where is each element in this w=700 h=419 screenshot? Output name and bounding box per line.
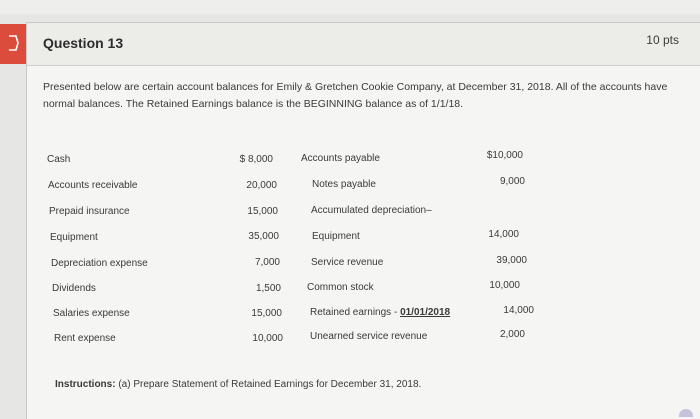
right-account-name: Equipment [312, 231, 360, 242]
left-account-value: 15,000 [247, 206, 278, 217]
right-account-value: 2,000 [499, 329, 525, 340]
left-account-value: 20,000 [246, 180, 277, 191]
right-account-value: 14,000 [503, 305, 534, 316]
left-account-name: Equipment [50, 232, 98, 243]
left-account-value: $ 8,000 [239, 154, 273, 165]
right-account-value: 14,000 [488, 229, 519, 240]
left-account-name: Prepaid insurance [49, 206, 130, 217]
left-account-value: 10,000 [252, 333, 283, 344]
left-account-name: Depreciation expense [51, 258, 148, 269]
question-points: 10 pts [646, 33, 679, 47]
left-account-name: Cash [47, 154, 71, 165]
left-account-name: Rent expense [54, 333, 116, 344]
question-header [27, 23, 700, 66]
left-account-name: Salaries expense [53, 308, 130, 319]
question-intro: Presented below are certain account balances for Emily & Gretchen Cookie Company, at December 31, 2018. All of the accounts have normal balances. The Retained Earnings balance is the BEGINNING balance as of 1/1/18. [43, 81, 668, 110]
instructions [55, 379, 421, 390]
flag-icon[interactable] [7, 34, 19, 52]
right-account-name: Retained earnings - [310, 307, 401, 318]
instructions-label: Instructions: [55, 379, 116, 390]
right-account-name: Common stock [307, 282, 374, 293]
retained-earnings-label [310, 307, 450, 318]
left-account-name: Accounts receivable [48, 180, 138, 191]
right-account-name: Accounts payable [301, 153, 380, 164]
right-account-name: Notes payable [312, 179, 376, 190]
instructions-text: (a) Prepare Statement of Retained Earnings for December 31, 2018. [115, 379, 422, 390]
right-account-value: 9,000 [499, 176, 525, 187]
question-card [26, 22, 700, 419]
left-account-value: 1,500 [255, 283, 281, 294]
right-account-value: 10,000 [489, 280, 520, 291]
question-flag-tab[interactable] [0, 24, 26, 64]
retained-earnings-date: 01/01/2018 [400, 307, 451, 318]
right-account-name: Unearned service revenue [310, 331, 428, 342]
accessibility-icon[interactable] [679, 409, 693, 417]
right-account-value: $10,000 [486, 150, 523, 161]
left-account-value: 15,000 [251, 308, 282, 319]
top-strip [0, 0, 700, 14]
left-account-value: 7,000 [254, 257, 280, 268]
left-account-value: 35,000 [248, 231, 279, 242]
right-account-name: Accumulated depreciation– [311, 205, 432, 216]
right-account-name: Service revenue [311, 257, 384, 268]
left-account-name: Dividends [52, 283, 96, 294]
question-title: Question 13 [43, 35, 124, 51]
right-account-value: 39,000 [496, 255, 527, 266]
